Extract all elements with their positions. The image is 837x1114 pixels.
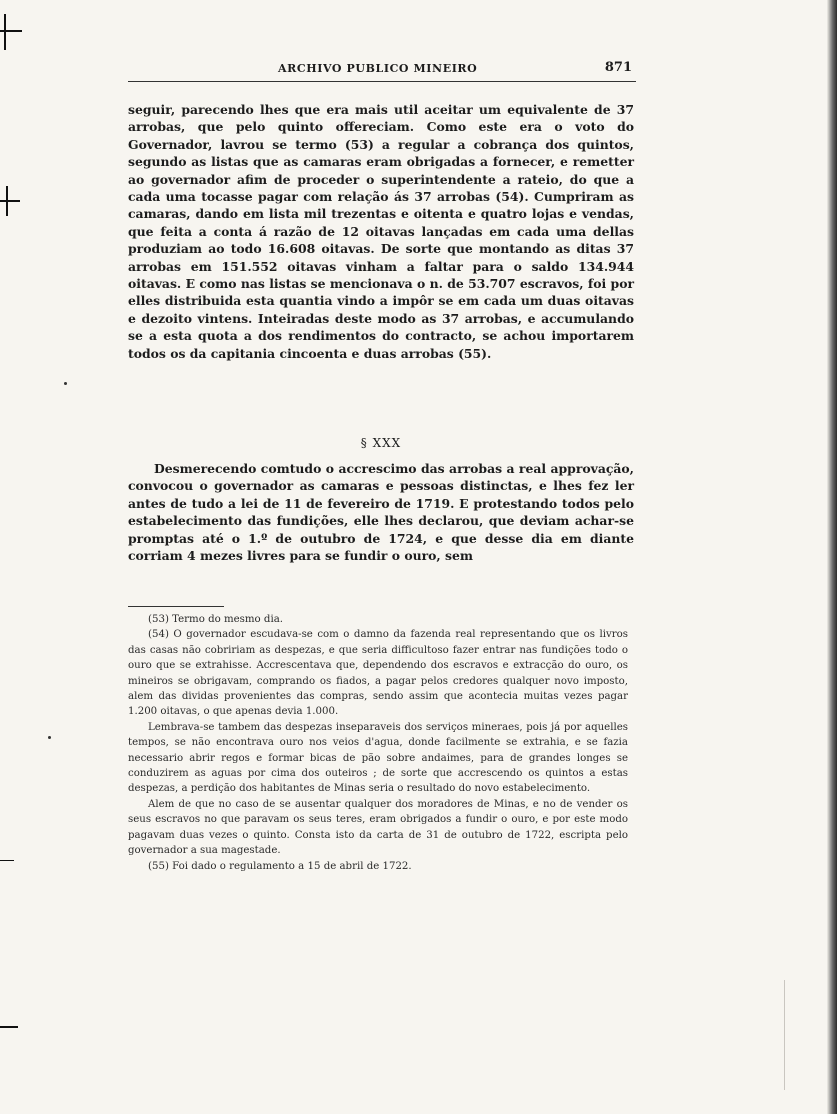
scan-mark xyxy=(6,186,8,216)
scan-mark xyxy=(0,1026,18,1028)
footnotes xyxy=(128,612,628,874)
footnote-55: (55) Foi dado o regulamento a 15 de abril de 1722. xyxy=(148,860,412,872)
scan-mark xyxy=(0,200,20,202)
footnote-rule xyxy=(128,606,224,607)
header-rule xyxy=(128,81,636,82)
paragraph-1: seguir, parecendo lhes que era mais util aceitar um equivalente de 37 arrobas, que pelo quinto offereciam. Como este era o voto do Governador, lavrou se termo (53) a regular a cobrança dos quintos, segundo as listas que as camaras eram obrigadas a fornecer, e remetter ao governador afim de proceder o superintendente a rateio, do que a cada uma tocasse pagar com relação ás 37 arrobas (54). Cumpriram as camaras, dando em lista mil trezentas e oitenta e quatro lojas e vendas, que feita a conta á razão de 12 oitavas lançadas em cada uma dellas produziam ao todo 16.608 oitavas. De sorte que montando as ditas 37 arrobas em 151.552 oitavas vinham a faltar para o saldo 134.944 oitavas. E como nas listas se mencionava o n. de 53.707 escravos, foi por elles distribuida esta quantia vindo a impôr se em cada um duas oitavas e dezoito vintens. Inteiradas deste modo as 37 arrobas, e accumulando se a esta quota a dos rendimentos do contracto, se achou importarem todos os da capitania cincoenta e duas arrobas (55). xyxy=(128,102,634,361)
footnote-54: (54) O governador escudava-se com o damno da fazenda real representando que os livros das casas não cobririam as despezas, e que seria difficultoso fazer entrar nas fundições todo o ouro que se extrahisse. Accrescentava que, dependendo dos escravos e extracção do ouro, os mineiros se obrigavam, comprando os fiados, a pagar pelos credores qualquer novo imposto, alem das dividas provenientes das compras, sendo assim que acontecia muitas vezes pagar 1.200 oitavas, o que apenas devia 1.000. xyxy=(128,629,628,718)
header-title: ARCHIVO PUBLICO MINEIRO xyxy=(278,62,478,75)
footnote-53: (53) Termo do mesmo dia. xyxy=(148,614,284,625)
section-heading: § XXX xyxy=(360,436,402,450)
scan-speck xyxy=(64,382,67,385)
scan-mark xyxy=(0,860,14,861)
page-number: 871 xyxy=(604,60,632,75)
paragraph-2: Desmerecendo comtudo o accrescimo das arrobas a real approvação, convocou o governador as camaras e pessoas distinctas, e lhes fez ler antes de tudo a lei de 11 de fevereiro de 1719. E protestando todos pelo estabelecimento das fundições, elle lhes declarou, que deviam achar-se promptas até o 1.º de outubro de 1724, e que desse dia em diante corriam 4 mezes livres para se fundir o ouro, sem xyxy=(128,461,634,564)
footnote-54-continued: Alem de que no caso de se ausentar qualquer dos moradores de Minas, e no de vender os seus escravos no que paravam os seus teres, eram obrigados a fundir o ouro, e por este modo pagavam duas vezes o quinto. Consta isto da carta de 31 de outubro de 1722, escripta pelo governador a sua magestade. xyxy=(128,798,628,857)
scan-edge xyxy=(784,980,785,1090)
scan-mark xyxy=(4,14,6,50)
scan-speck xyxy=(48,736,51,739)
footnote-54-continued: Lembrava-se tambem das despezas inseparaveis dos serviços mineraes, pois já por aquelles tempos, se não encontrava ouro nos veios d'agua, donde facilmente se extrahia, e se fazia necessario abrir regos e formar bicas de pão sobre andaimes, para de grandes longes se conduzirem as aguas por cima dos outeiros ; de sorte que accrescendo os quintos a estas despezas, a perdição dos habitantes de Minas seria o resultado do novo estabelecimento. xyxy=(128,721,628,795)
running-header xyxy=(128,58,636,82)
binding-edge xyxy=(827,0,837,1114)
